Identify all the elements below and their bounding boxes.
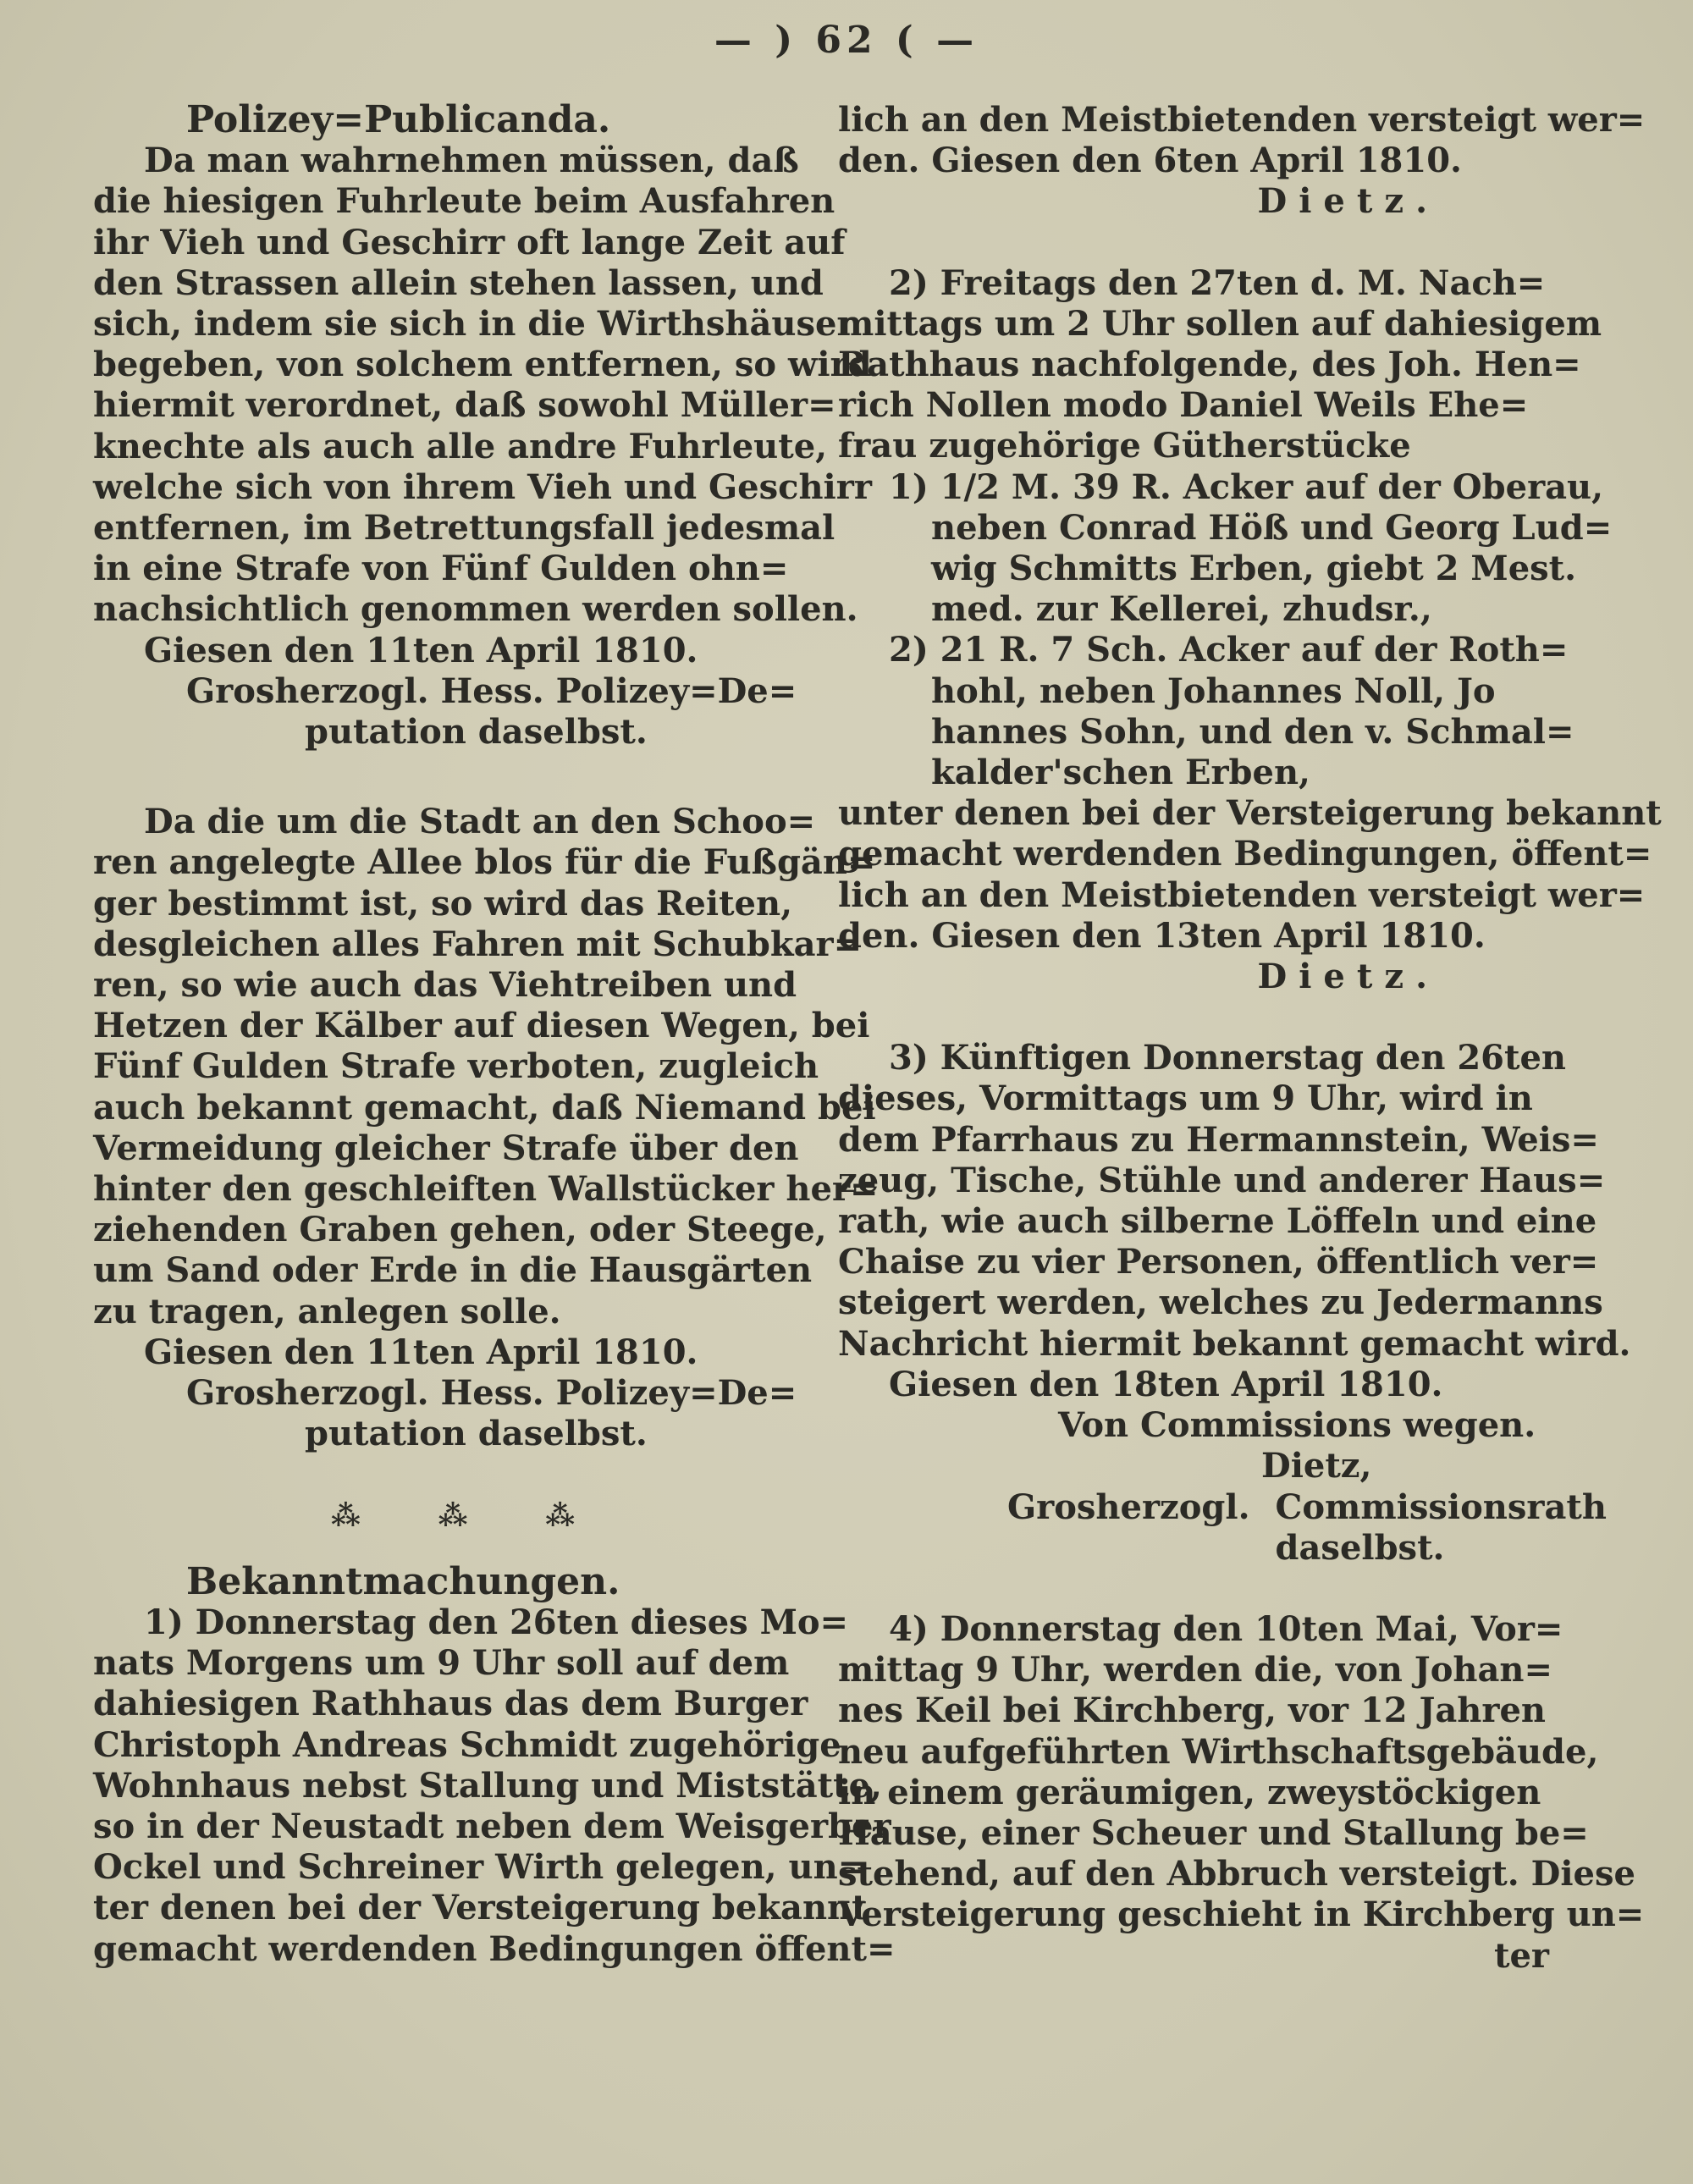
text-line: in eine Strafe von Fünf Gulden ohn=	[93, 549, 789, 589]
text-line: begeben, von solchem entfernen, so wird	[93, 345, 872, 385]
text-line: 1) 1/2 M. 39 R. Acker auf der Oberau,	[889, 466, 1604, 507]
notice-2-item-2	[838, 630, 1574, 793]
text-line: steigert werden, welches zu Jedermanns	[838, 1282, 1603, 1323]
text-line: Christoph Andreas Schmidt zugehörige	[93, 1724, 841, 1765]
text-line: lich an den Meistbietenden versteigt wer=	[838, 100, 1646, 140]
notice-1	[93, 1602, 896, 1970]
text-line: Da man wahrnehmen müssen, daß	[144, 141, 799, 181]
dateline: Giesen den 18ten April 1810.	[889, 1364, 1443, 1404]
text-line: med. zur Kellerei, zhudsr.,	[931, 589, 1432, 630]
text-line: kalder'schen Erben,	[931, 753, 1310, 793]
text-line: Nachricht hiermit bekannt gemacht wird.	[838, 1323, 1631, 1364]
text-line: ter denen bei der Versteigerung bekannt	[93, 1888, 868, 1928]
text-line: ren angelegte Allee blos für die Fußgän=	[93, 842, 876, 883]
text-line: hannes Sohn, und den v. Schmal=	[931, 711, 1574, 752]
text-line: gemacht werdenden Bedingungen, öffent=	[838, 834, 1652, 874]
section-title-polizey: Polizey=Publicanda.	[186, 98, 611, 141]
text-line: nachsichtlich genommen werden sollen.	[93, 589, 858, 630]
notice-3	[838, 1038, 1631, 1365]
text-line: nes Keil bei Kirchberg, vor 12 Jahren	[838, 1690, 1546, 1731]
text-line: Ockel und Schreiner Wirth gelegen, un=	[93, 1847, 867, 1888]
text-line: knechte als auch alle andre Fuhrleute,	[93, 426, 828, 466]
text-line: die hiesigen Fuhrleute beim Ausfahren	[93, 181, 835, 222]
text-line: neu aufgeführten Wirthschaftsgebäude,	[838, 1731, 1599, 1772]
text-line: um Sand oder Erde in die Hausgärten	[93, 1250, 813, 1291]
text-line: entfernen, im Betrettungsfall jedesmal	[93, 508, 835, 549]
text-line: ger bestimmt ist, so wird das Reiten,	[93, 883, 792, 924]
text-line: Da die um die Stadt an den Schoo=	[144, 802, 816, 842]
text-line: hiermit verordnet, daß sowohl Müller=	[93, 385, 836, 426]
signature-block	[838, 1486, 1607, 1569]
text-line: unter denen bei der Versteigerung bekannt	[838, 793, 1662, 834]
text-line: 4) Donnerstag den 10ten Mai, Vor=	[889, 1608, 1563, 1649]
signature-place: daselbst.	[1275, 1527, 1445, 1568]
text-line: zu tragen, anlegen solle.	[93, 1291, 561, 1332]
text-line: lich an den Meistbietenden versteigt wer=	[838, 874, 1646, 915]
text-line: mittags um 2 Uhr sollen auf dahiesigem	[838, 303, 1602, 344]
ornament-divider: ⁂ ⁂ ⁂	[330, 1498, 583, 1533]
text-line: wig Schmitts Erben, giebt 2 Mest.	[931, 549, 1577, 589]
text-line: mittag 9 Uhr, werden die, von Johan=	[838, 1650, 1553, 1690]
text-line: Fünf Gulden Strafe verboten, zugleich	[93, 1046, 819, 1087]
commission-line: Von Commissions wegen.	[1058, 1405, 1536, 1446]
signature-dietz: Dietz.	[1257, 957, 1439, 997]
text-line: rath, wie auch silberne Löffeln und eine	[838, 1201, 1597, 1242]
text-line: frau zugehörige Gütherstücke	[838, 426, 1411, 466]
signature-dietz: Dietz,	[1261, 1446, 1372, 1486]
text-line: stehend, auf den Abbruch versteigt. Diese	[838, 1854, 1635, 1894]
text-line: nats Morgens um 9 Uhr soll auf dem	[93, 1643, 790, 1684]
text-line: 2) 21 R. 7 Sch. Acker auf der Roth=	[889, 630, 1569, 670]
text-line: 3) Künftigen Donnerstag den 26ten	[889, 1038, 1566, 1078]
text-line: 2) Freitags den 27ten d. M. Nach=	[889, 262, 1546, 303]
right-column	[838, 100, 1662, 1977]
text-line: Rathhaus nachfolgende, des Joh. Hen=	[838, 345, 1581, 385]
notice-1-continued	[838, 100, 1646, 181]
text-line: ziehenden Graben gehen, oder Steege,	[93, 1210, 827, 1250]
paragraph-polizey-1	[93, 141, 872, 630]
text-line: Wohnhaus nebst Stallung und Miststätte,	[93, 1765, 882, 1806]
notice-4	[838, 1608, 1645, 1936]
signature-line: Grosherzogl. Hess. Polizey=De=	[186, 670, 797, 711]
text-line: Chaise zu vier Personen, öffentlich ver=	[838, 1242, 1599, 1282]
signature-line: Grosherzogl. Hess. Polizey=De=	[186, 1373, 797, 1414]
text-line: den Strassen allein stehen lassen, und	[93, 262, 824, 303]
text-line: welche sich von ihrem Vieh und Geschirr	[93, 466, 872, 507]
section-title-bekanntmachungen: Bekanntmachungen.	[186, 1559, 620, 1603]
notice-2	[838, 262, 1602, 467]
text-line: neben Conrad Höß und Georg Lud=	[931, 507, 1613, 548]
notice-2-tail	[838, 793, 1662, 957]
signature-line: putation daselbst.	[305, 712, 648, 753]
text-line: den. Giesen den 6ten April 1810.	[838, 141, 1462, 181]
text-line: gemacht werdenden Bedingungen öffent=	[93, 1928, 896, 1969]
text-line: sich, indem sie sich in die Wirthshäuser	[93, 304, 855, 345]
text-line: Vermeidung gleicher Strafe über den	[93, 1128, 799, 1168]
text-line: auch bekannt gemacht, daß Niemand bei	[93, 1087, 876, 1128]
dateline: Giesen den 11ten April 1810.	[144, 1332, 698, 1372]
text-line: dem Pfarrhaus zu Hermannstein, Weis=	[838, 1119, 1599, 1160]
dateline: Giesen den 11ten April 1810.	[144, 630, 698, 670]
text-line: den. Giesen den 13ten April 1810.	[838, 915, 1486, 956]
signature-grosherzogl: Grosherzogl.	[1007, 1486, 1250, 1527]
text-line: hohl, neben Johannes Noll, Jo	[931, 670, 1496, 711]
text-line: desgleichen alles Fahren mit Schubkar=	[93, 924, 863, 964]
text-line: 1) Donnerstag den 26ten dieses Mo=	[144, 1602, 849, 1642]
catchword: ter	[1494, 1935, 1549, 1976]
signature-line: putation daselbst.	[305, 1414, 648, 1454]
text-line: hinter den geschleiften Wallstücker her=	[93, 1169, 879, 1210]
text-line: Hause, einer Scheuer und Stallung be=	[838, 1812, 1589, 1853]
text-line: so in der Neustadt neben dem Weisgerber	[93, 1806, 891, 1846]
text-line: in einem geräumigen, zweystöckigen	[838, 1772, 1541, 1812]
paragraph-polizey-2	[93, 802, 879, 1332]
left-column	[93, 98, 896, 1970]
text-line: Versteigerung geschieht in Kirchberg un=	[838, 1894, 1645, 1935]
text-line: ihr Vieh und Geschirr oft lange Zeit auf	[93, 222, 846, 262]
text-line: rich Nollen modo Daniel Weils Ehe=	[838, 385, 1529, 426]
text-line: zeug, Tische, Stühle und anderer Haus=	[838, 1160, 1606, 1200]
text-line: Hetzen der Kälber auf diesen Wegen, bei	[93, 1006, 870, 1046]
notice-2-item-1	[838, 466, 1613, 631]
signature-title: Commissionsrath	[1275, 1486, 1607, 1527]
signature-dietz: Dietz.	[1257, 181, 1439, 222]
text-line: dieses, Vormittags um 9 Uhr, wird in	[838, 1078, 1533, 1119]
page-number-header: — ) 62 ( —	[714, 19, 979, 62]
text-line: ren, so wie auch das Viehtreiben und	[93, 965, 797, 1006]
text-line: dahiesigen Rathhaus das dem Burger	[93, 1684, 808, 1724]
